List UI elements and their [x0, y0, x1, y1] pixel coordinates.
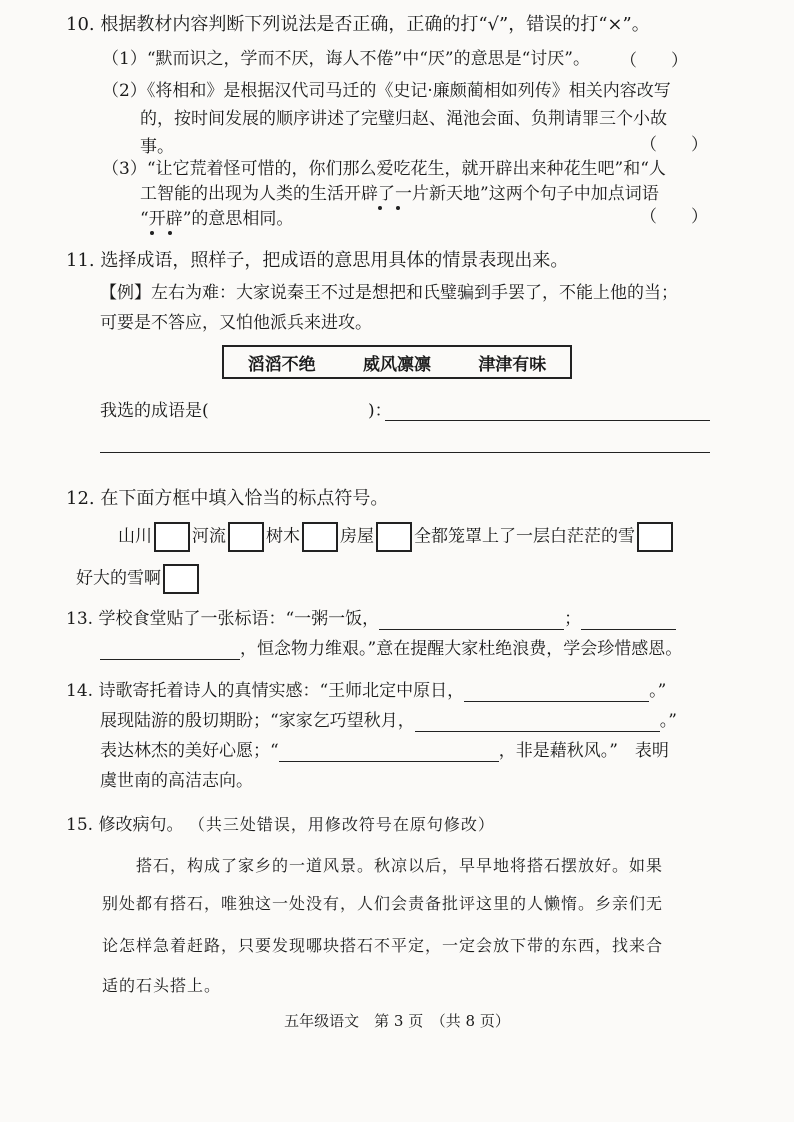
q13-text: ，恒念物力维艰。”意在提醒大家杜绝浪费，学会珍惜感恩。 — [240, 639, 683, 659]
idiom-option[interactable]: 滔滔不绝 — [247, 354, 316, 375]
q14-text: 表达林杰的美好心愿；“ — [100, 741, 279, 761]
q11-example-line2: 可要是不答应，又怕他派兵来进攻。 — [100, 313, 372, 333]
q10-s3-answer[interactable]: （ ） — [640, 207, 708, 227]
q10-s3-line3: “开辟”的意思相同。 — [140, 209, 294, 229]
punctuation-box[interactable] — [154, 522, 190, 552]
q15-title-line — [66, 814, 495, 836]
q14-text: ，非是藉秋风。” 表明 — [498, 741, 669, 761]
q14-line4: 虞世南的高洁志向。 — [100, 771, 253, 791]
q14-text: 14. 诗歌寄托着诗人的真情实感：“王师北定中原日， — [66, 681, 465, 701]
answer-blank[interactable] — [464, 683, 649, 702]
q11-title: 11. 选择成语，照样子，把成语的意思用具体的情景表现出来。 — [66, 250, 569, 271]
q15-title: 15. 修改病句。 — [66, 815, 184, 835]
punctuation-box[interactable] — [302, 522, 338, 552]
q14-line3 — [100, 740, 669, 762]
q11-example-line1: 【例】左右为难：大家说秦王不过是想把和氏璧骗到手罢了，不能上他的当； — [100, 283, 678, 303]
q11-choose-label: 我选的成语是( — [100, 401, 209, 421]
answer-blank[interactable] — [100, 641, 240, 660]
punctuation-box[interactable] — [376, 522, 412, 552]
emphasis-dot — [396, 206, 400, 210]
q12-word: 树木 — [266, 526, 300, 547]
punctuation-box[interactable] — [163, 564, 199, 594]
q10-s2-line1: （2）《将相和》是根据汉代司马迁的《史记·廉颇蔺相如列传》相关内容改写 — [102, 81, 671, 101]
q14-line2 — [100, 710, 677, 732]
emphasis-dot — [378, 206, 382, 210]
q12-word: 房屋 — [340, 526, 374, 547]
q10-s1-text: （1）“默而识之，学而不厌，诲人不倦”中“厌”的意思是“讨厌”。 — [102, 49, 590, 69]
page-footer: 五年级语文 第 3 页 （共 8 页） — [284, 1012, 510, 1030]
q14-line1 — [66, 680, 666, 702]
q15-para-line2[interactable]: 别处都有搭石，唯独这一处没有，人们会责备批评这里的人懒惰。乡亲们无 — [102, 894, 664, 913]
q13-line2 — [100, 638, 682, 660]
q12-sentence-end — [76, 564, 201, 594]
q12-word: 河流 — [192, 526, 226, 547]
answer-line[interactable] — [100, 452, 710, 453]
q13-line1 — [66, 608, 676, 630]
q15-note: （共三处错误，用修改符号在原句修改） — [188, 815, 495, 834]
q12-title: 12. 在下面方框中填入恰当的标点符号。 — [66, 488, 389, 509]
punctuation-box[interactable] — [637, 522, 673, 552]
idiom-option[interactable]: 威风凛凛 — [362, 354, 431, 375]
q11-choose-close: )： — [368, 401, 392, 421]
answer-line[interactable] — [385, 420, 710, 421]
q14-text: 展现陆游的殷切期盼；“家家乞巧望秋月， — [100, 711, 415, 731]
q15-para-line3[interactable]: 论怎样急着赶路，只要发现哪块搭石不平定，一定会放下带的东西，找来合 — [102, 936, 664, 955]
q10-s3-line2: 工智能的出现为人类的生活开辟了一片新天地”这两个句子中加点词语 — [140, 184, 659, 204]
idiom-options-box — [222, 345, 572, 379]
q12-word: 全都笼罩上了一层白茫茫的雪 — [414, 526, 635, 547]
answer-blank[interactable] — [415, 713, 660, 732]
q13-text: 13. 学校食堂贴了一张标语：“一粥一饭， — [66, 609, 380, 629]
q10-title: 10. 根据教材内容判断下列说法是否正确，正确的打“√”，错误的打“×”。 — [66, 14, 650, 35]
answer-blank[interactable] — [581, 611, 676, 630]
emphasis-dot — [150, 231, 154, 235]
punctuation-box[interactable] — [228, 522, 264, 552]
emphasis-dot — [168, 231, 172, 235]
q15-para-line4[interactable]: 适的石头搭上。 — [102, 976, 222, 995]
q10-s2-line3: 事。 — [140, 137, 174, 157]
q15-para-line1[interactable]: 搭石，构成了家乡的一道风景。秋凉以后，早早地将搭石摆放好。如果 — [136, 856, 664, 875]
q14-text: 。” — [659, 711, 677, 731]
idiom-option[interactable]: 津津有味 — [478, 354, 547, 375]
q14-text: 。” — [649, 681, 667, 701]
q10-s2-answer[interactable]: （ ） — [640, 135, 708, 155]
q12-word: 山川 — [118, 526, 152, 547]
q10-s3-line1: （3）“让它荒着怪可惜的，你们那么爱吃花生，就开辟出来种花生吧”和“人 — [102, 159, 666, 179]
q10-s2-line2: 的，按时间发展的顺序讲述了完璧归赵、渑池会面、负荆请罪三个小故 — [140, 109, 667, 129]
answer-blank[interactable] — [379, 611, 564, 630]
q12-sentence — [118, 522, 675, 552]
q12-word: 好大的雪啊 — [76, 568, 161, 589]
q10-s1-answer[interactable]: （ ） — [620, 51, 688, 71]
q10-s1 — [102, 48, 590, 70]
answer-blank[interactable] — [279, 743, 499, 762]
q13-text: ； — [564, 609, 582, 629]
